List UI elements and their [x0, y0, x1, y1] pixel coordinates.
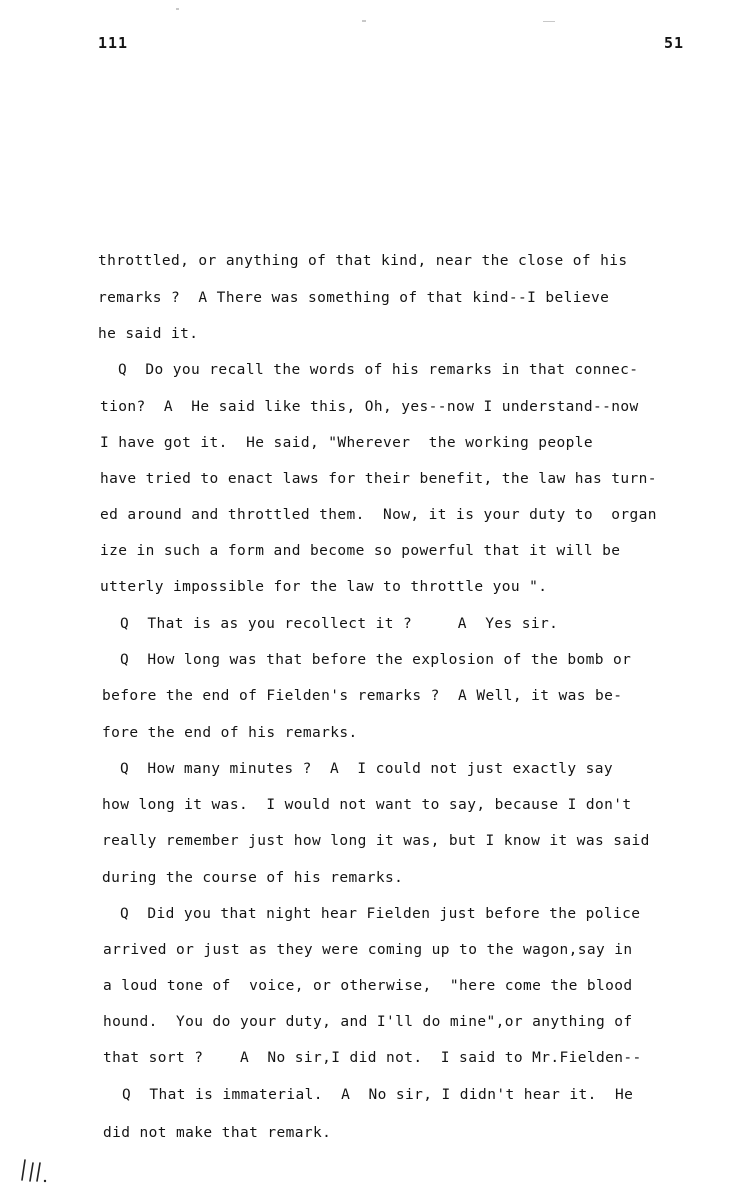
- scan-speck: [362, 20, 366, 22]
- transcript-line: did not make that remark.: [103, 1125, 332, 1141]
- transcript-line: tion? A He said like this, Oh, yes--now I understand--now: [100, 399, 639, 415]
- scan-speck: [543, 21, 555, 22]
- transcript-line: that sort ? A No sir,I did not. I said to Mr.Fielden--: [103, 1050, 642, 1066]
- transcript-line: how long it was. I would not want to say, because I don't: [102, 797, 632, 813]
- transcript-line: Q How many minutes ? A I could not just exactly say: [120, 761, 614, 777]
- transcript-line: Q That is immaterial. A No sir, I didn't hear it. He: [122, 1087, 634, 1103]
- transcript-line: throttled, or anything of that kind, near the close of his: [98, 253, 628, 269]
- transcript-line: have tried to enact laws for their benefit, the law has turn-: [100, 471, 657, 487]
- handwritten-page-number: [16, 1150, 56, 1190]
- transcript-line: he said it.: [98, 326, 199, 342]
- transcript-line: utterly impossible for the law to throttle you ".: [100, 579, 548, 595]
- transcript-line: Q That is as you recollect it ? A Yes sir.: [120, 616, 559, 632]
- transcript-line: during the course of his remarks.: [102, 870, 404, 886]
- scan-speck: [176, 8, 179, 10]
- page-number-left: 111: [98, 34, 129, 52]
- transcript-line: Q How long was that before the explosion of the bomb or: [120, 652, 632, 668]
- transcript-line: Q Do you recall the words of his remarks in that connec-: [118, 362, 639, 378]
- transcript-line: a loud tone of voice, or otherwise, "here come the blood: [103, 978, 633, 994]
- transcript-line: Q Did you that night hear Fielden just before the police: [120, 906, 641, 922]
- transcript-line: fore the end of his remarks.: [102, 725, 358, 741]
- transcript-line: before the end of Fielden's remarks ? A Well, it was be-: [102, 688, 623, 704]
- transcript-line: ed around and throttled them. Now, it is your duty to organ: [100, 507, 657, 523]
- transcript-line: ize in such a form and become so powerful that it will be: [100, 543, 621, 559]
- transcript-line: I have got it. He said, "Wherever the working people: [100, 435, 594, 451]
- transcript-line: hound. You do your duty, and I'll do mine",or anything of: [103, 1014, 633, 1030]
- transcript-line: really remember just how long it was, but I know it was said: [102, 833, 650, 849]
- transcript-line: remarks ? A There was something of that kind--I believe: [98, 290, 610, 306]
- transcript-line: arrived or just as they were coming up to the wagon,say in: [103, 942, 633, 958]
- page-number-right: 51: [664, 34, 685, 52]
